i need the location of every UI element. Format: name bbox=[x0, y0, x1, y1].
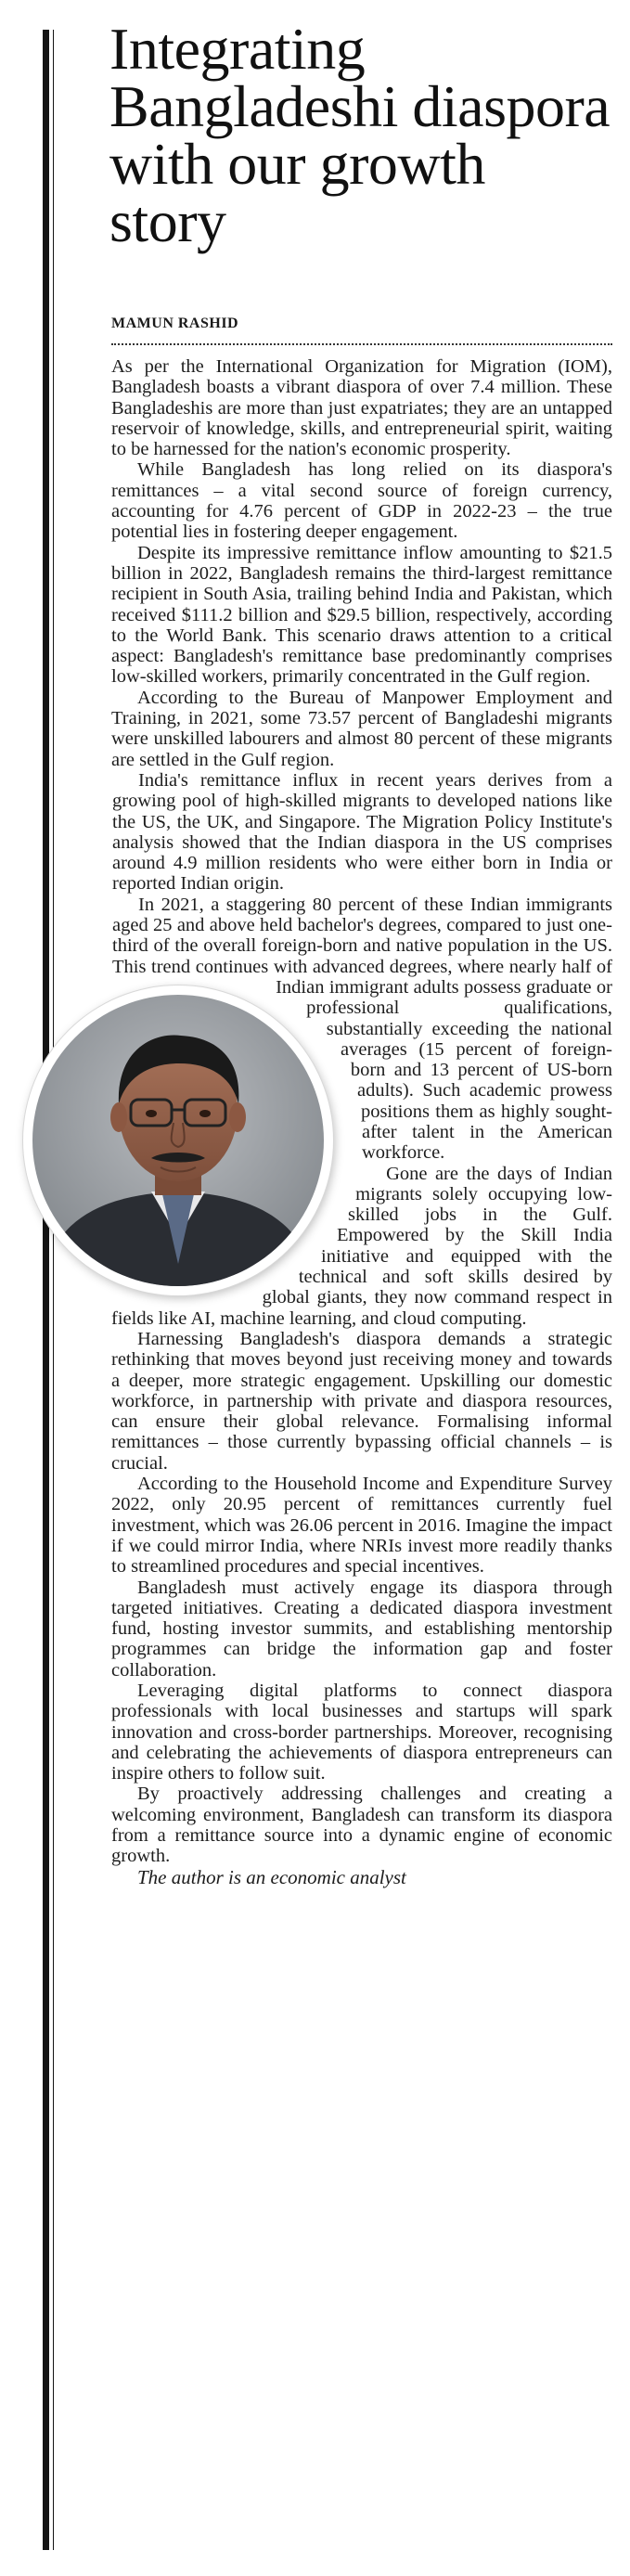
paragraph: According to the Bureau of Manpower Employment and Training, in 2021, some 73.57 percent of Bangladeshi migrants were unskilled labourers and almost 80 percent of these migrants are settled in the Gulf region. bbox=[111, 687, 612, 770]
paragraph: While Bangladesh has long relied on its diaspora's remittances – a vital second source of foreign currency, accounting for 4.76 percent of GDP in 2022-23 – the true potential lies in fostering deeper engagement. bbox=[111, 459, 612, 543]
author-portrait bbox=[23, 985, 333, 1295]
author-portrait-illustration bbox=[32, 995, 324, 1286]
paragraph: Gone are the days of Indian migrants solely occupying low-skilled jobs in the Gulf. Empowered by the Skill India initiative and equipped with the technical and soft skills desired by global giants, they now command respect in fields like AI, machine learning, and cloud computing. bbox=[111, 1163, 612, 1329]
paragraph: By proactively addressing challenges and creating a welcoming environment, Bangladesh can transform its diaspora from a remittance source into a dynamic engine of economic growth. bbox=[111, 1784, 612, 1867]
paragraph: Harnessing Bangladesh's diaspora demands a strategic rethinking that moves beyond just receiving money and towards a deeper, more strategic engagement. Upskilling our domestic workforce, in partnership with private and diaspora resources, can ensure their global relevance. Formalising informal remittances – those currently bypassing official channels – is crucial. bbox=[111, 1328, 612, 1474]
paragraph: In 2021, a staggering 80 percent of these Indian immigrants aged 25 and above held bachelor's degrees, compared to just one-third of the overall foreign-born and native population in the US. This trend continues with advanced degrees, where nearly half of Indian immigrant adults possess graduate or professional qualifications, substantially exceeding the national averages (15 percent of foreign-born and 13 percent of US-born adults). Such academic prowess positions them as highly sought-after talent in the American workforce. bbox=[112, 894, 612, 1164]
byline-divider bbox=[111, 343, 612, 345]
paragraph: Leveraging digital platforms to connect diaspora professionals with local businesses and startups will spark innovation and cross-border partnerships. Moreover, recognising and celebrating the achievements of diaspora entrepreneurs can inspire others to follow suit. bbox=[111, 1681, 612, 1784]
paragraph: According to the Household Income and Expenditure Survey 2022, only 20.95 percent of remittances currently fuel investment, which was 26.06 percent in 2016. Imagine the impact if we could mirror India, where NRIs invest more readily thanks to streamlined procedures and special incentives. bbox=[111, 1474, 612, 1578]
paragraph: As per the International Organization for Migration (IOM), Bangladesh boasts a vibrant diaspora of over 7.4 million. These Bangladeshis are more than just expatriates; they are an untapped reservoir of knowledge, skills, and entrepreneurial spirit, waiting to be harnessed for the nation's economic prosperity. bbox=[111, 356, 612, 460]
author-photo-frame bbox=[111, 976, 408, 1312]
article-body bbox=[111, 356, 612, 1887]
author-signoff: The author is an economic analyst bbox=[137, 1865, 406, 1888]
column-rule-thick bbox=[43, 30, 49, 2550]
headline: Integrating Bangladeshi diaspora with our growth story bbox=[109, 16, 611, 254]
paragraph: Despite its impressive remittance inflow amounting to $21.5 billion in 2022, Bangladesh remains the third-largest remittance recipient in South Asia, trailing behind India and Pakistan, which received $111.2 billion and $29.5 billion, respectively, according to the World Bank. This scenario draws attention to a critical aspect: Bangladesh's remittance base predominantly comprises low-skilled workers, primarily concentrated in the Gulf region. bbox=[111, 542, 612, 688]
paragraph: India's remittance influx in recent years derives from a growing pool of high-skilled migrants to developed nations like the US, the UK, and Singapore. The Migration Policy Institute's analysis showed that the Indian diaspora in the US comprises around 4.9 million residents who were either born in India or reported Indian origin. bbox=[112, 769, 612, 895]
paragraph: Bangladesh must actively engage its diaspora through targeted initiatives. Creating a dedicated diaspora investment fund, hosting investor summits, and establishing mentorship programmes can bridge the information gap and foster collaboration. bbox=[111, 1577, 612, 1681]
column-rule-thin bbox=[53, 30, 54, 2550]
byline: MAMUN RASHID bbox=[111, 316, 239, 331]
